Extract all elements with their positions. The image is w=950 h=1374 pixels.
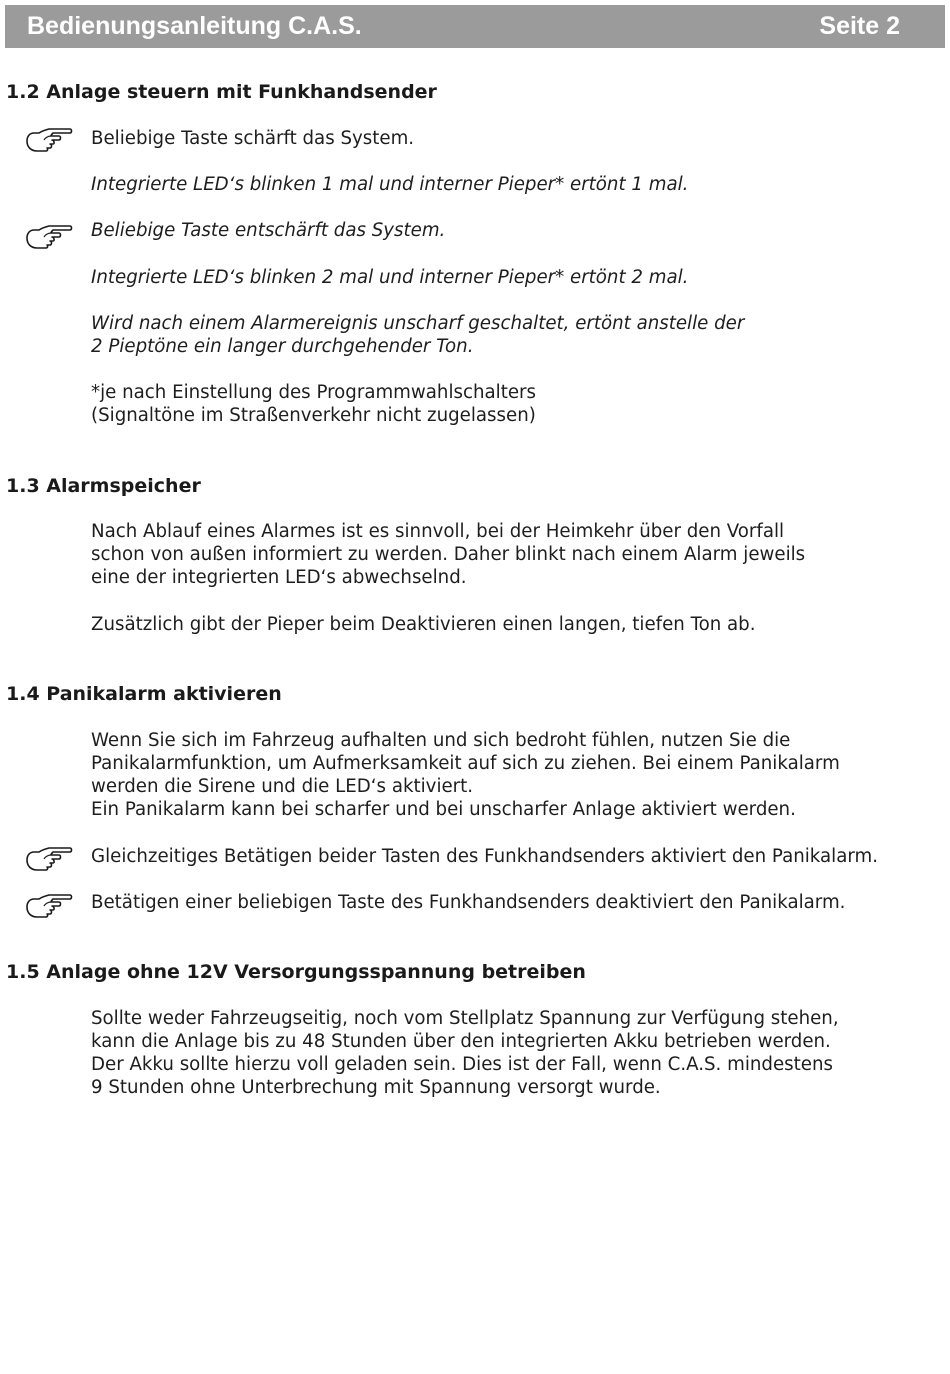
- alarm-memory-line-3: eine der integrierten LED‘s abwechselnd.: [91, 567, 467, 588]
- alarm-note-line-1: Wird nach einem Alarmereignis unscharf geschaltet, ertönt anstelle der: [91, 313, 745, 334]
- pointing-hand-icon: [25, 893, 73, 919]
- section-heading-1-3: 1.3 Alarmspeicher: [6, 475, 201, 497]
- footnote-line-1: *je nach Einstellung des Programmwahlschalters: [91, 382, 536, 403]
- disarm-instruction: Beliebige Taste entschärft das System.: [91, 220, 446, 241]
- panic-line-2: Panikalarmfunktion, um Aufmerksamkeit auf sich zu ziehen. Bei einem Panikalarm: [91, 753, 840, 774]
- alarm-note-line-2: 2 Pieptöne ein langer durchgehender Ton.: [91, 336, 474, 357]
- pointing-hand-icon: [25, 127, 73, 153]
- battery-line-3: Der Akku sollte hierzu voll geladen sein. Dies ist der Fall, wenn C.A.S. mindestens: [91, 1054, 833, 1075]
- arm-note: Integrierte LED‘s blinken 1 mal und interner Pieper* ertönt 1 mal.: [91, 174, 689, 195]
- page-number: Seite 2: [819, 12, 900, 40]
- pointing-hand-icon: [25, 846, 73, 872]
- disarm-note: Integrierte LED‘s blinken 2 mal und interner Pieper* ertönt 2 mal.: [91, 267, 689, 288]
- alarm-memory-line-4: Zusätzlich gibt der Pieper beim Deaktivieren einen langen, tiefen Ton ab.: [91, 614, 756, 635]
- alarm-memory-line-1: Nach Ablauf eines Alarmes ist es sinnvoll, bei der Heimkehr über den Vorfall: [91, 521, 785, 542]
- section-heading-1-4: 1.4 Panikalarm aktivieren: [6, 683, 282, 705]
- page-header: [5, 5, 945, 48]
- battery-line-4: 9 Stunden ohne Unterbrechung mit Spannung versorgt wurde.: [91, 1077, 661, 1098]
- arm-instruction: Beliebige Taste schärft das System.: [91, 128, 415, 149]
- section-heading-1-2: 1.2 Anlage steuern mit Funkhandsender: [6, 81, 437, 103]
- pointing-hand-icon: [25, 224, 73, 250]
- panic-line-4: Ein Panikalarm kann bei scharfer und bei unscharfer Anlage aktiviert werden.: [91, 799, 796, 820]
- panic-line-1: Wenn Sie sich im Fahrzeug aufhalten und sich bedroht fühlen, nutzen Sie die: [91, 730, 791, 751]
- panic-line-3: werden die Sirene und die LED‘s aktiviert.: [91, 776, 474, 797]
- panic-deactivate: Betätigen einer beliebigen Taste des Funkhandsenders deaktiviert den Panikalarm.: [91, 892, 846, 913]
- section-heading-1-5: 1.5 Anlage ohne 12V Versorgungsspannung betreiben: [6, 961, 586, 983]
- footnote-line-2: (Signaltöne im Straßenverkehr nicht zugelassen): [91, 405, 536, 426]
- document-title: Bedienungsanleitung C.A.S.: [27, 12, 362, 40]
- alarm-memory-line-2: schon von außen informiert zu werden. Daher blinkt nach einem Alarm jeweils: [91, 544, 806, 565]
- panic-activate: Gleichzeitiges Betätigen beider Tasten des Funkhandsenders aktiviert den Panikalarm.: [91, 846, 879, 867]
- battery-line-2: kann die Anlage bis zu 48 Stunden über den integrierten Akku betrieben werden.: [91, 1031, 831, 1052]
- battery-line-1: Sollte weder Fahrzeugseitig, noch vom Stellplatz Spannung zur Verfügung stehen,: [91, 1008, 839, 1029]
